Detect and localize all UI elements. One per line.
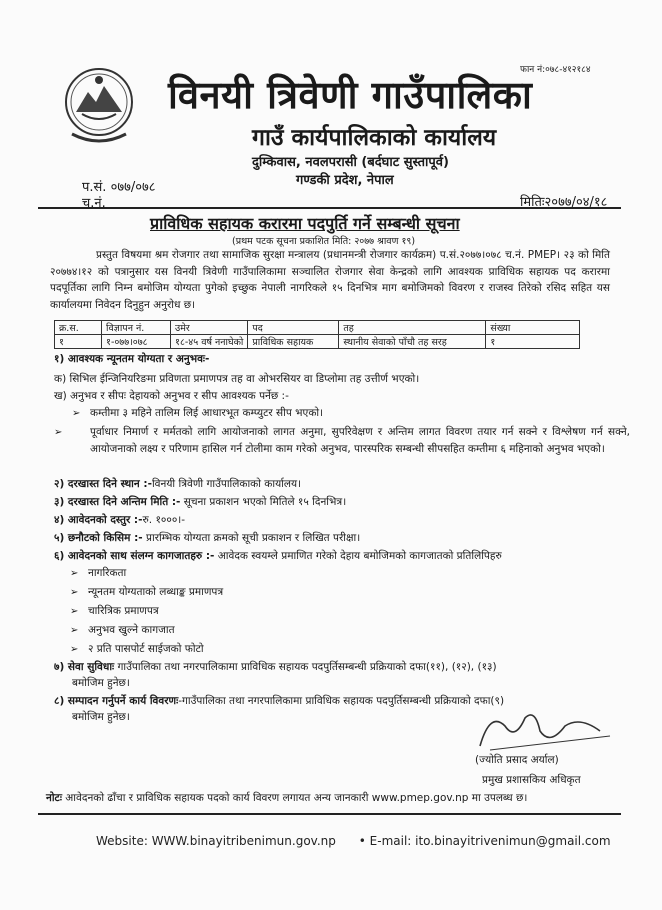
list-item: ➢ पूर्वाधार निमार्ण र मर्मतको लागि आयोजनाको लागत अनुमा, सुपरिवेक्षण र अन्तिम लागत विवरण तयार गर्न सक्ने र विश्लेषण गर्न सक्ने, आयोजनाको लक्ष्य र परिणाम हासिल गर्न टोलीमा काम गरेको अनुभव, पारस्परिक सम्बन्धी सीपसहित कम्तीमा ६ महिनाको अनुभव भएको। xyxy=(54,426,630,455)
section-7-cont: बमोजिम हुनेछ। xyxy=(72,677,130,689)
table-header: पद xyxy=(248,321,339,335)
vacancy-table xyxy=(54,320,580,349)
table-header: क्र.स. xyxy=(55,321,102,335)
footnote: नोटः आवेदनको ढाँचा र प्राविधिक सहायक पदको कार्य विवरण लगायत अन्य जानकारी www.pmep.gov.np मा उपलब्ध छ। xyxy=(46,792,528,804)
pmep-link[interactable]: www.pmep.gov.np xyxy=(371,792,469,804)
section-1-b: ख) अनुभव र सीपः देहायको अनुभव र सीप आवश्यक पर्नेछ :- xyxy=(54,390,289,402)
section-7: ७) सेवा सुविधाः गाउँपालिका तथा नगरपालिकामा प्राविधिक सहायक पदपुर्तिसम्बन्धी प्रक्रियाको दफा(११), (१२), (१३) xyxy=(54,661,497,673)
section-1-title: १) आवश्यक न्यूनतम योग्यता र अनुभवः- xyxy=(54,353,210,365)
table-cell: स्थानीय सेवाको पाँचौ तह सरह xyxy=(339,335,486,349)
table-header: तह xyxy=(339,321,486,335)
header-divider xyxy=(38,207,621,209)
phone-number: फान नं:०७८-४१२१८४ xyxy=(520,65,591,75)
table-header: विज्ञापन नं. xyxy=(102,321,171,335)
footer-contact xyxy=(96,834,611,848)
list-item: ➢ कम्तीमा ३ महिने तालिम लिई आधारभूत कम्प्युटर सीप भएको। xyxy=(72,407,324,419)
table-header: उमेर xyxy=(171,321,248,335)
list-item: ➢ २ प्रति पासपोर्ट साईजको फोटो xyxy=(70,643,204,655)
arrow-bullet-icon: ➢ xyxy=(54,427,63,438)
table-header: संख्या xyxy=(486,321,580,335)
table-cell: प्राविधिक सहायक xyxy=(248,335,339,349)
arrow-bullet-icon: ➢ xyxy=(70,606,79,617)
table-header-row xyxy=(55,321,580,335)
section-8-cont: बमोजिम हुनेछ। xyxy=(72,711,130,723)
section-2: २) दरखास्त दिने स्थान :-विनयी त्रिवेणी गाउँपालिकाको कार्यालय। xyxy=(54,478,302,490)
signatory-name: (ज्योति प्रसाद अर्याल) xyxy=(475,754,559,766)
table-cell: १८-४५ वर्ष ननाघेको xyxy=(171,335,248,349)
table-cell: १ xyxy=(55,335,102,349)
list-item: ➢ चारित्रिक प्रमाणपत्र xyxy=(70,605,159,617)
list-item: ➢ न्यूनतम योग्यताको लब्धाङ्क प्रमाणपत्र xyxy=(70,586,224,598)
address-line-1: दुम्किवास, नवलपरासी (बर्दघाट सुस्तापूर्व) xyxy=(252,155,449,170)
notice-intro: प्रस्तुत विषयमा श्रम रोजगार तथा सामाजिक सुरक्षा मन्त्रालय (प्रधानमन्त्री रोजगार कार्यक्रम) प.सं.२०७७।०७८ च.नं. PMEP। २३ को मिति २०७७४।१२ को पत्रानुसार यस विनयी त्रिवेणी गाउँपालिकामा सञ्चालित रोजगार सेवा केन्द्रको लागि आवश्यक प्राविधिक सहायक पद करारमा पदपूर्तिका लागि निम्न बमोजिम योग्यता पुगेको इच्छुक नेपाली नागरिकले १५ दिनभित्र माग बमोजिमको विवरण र राजस्व तिरेको रसिद सहित यस कार्यालयमा निवेदन दिनुहुन अनुरोध छ। xyxy=(50,249,610,311)
section-4: ४) आवेदनको दस्तुर :-रु. १०००।- xyxy=(54,514,186,526)
arrow-bullet-icon: ➢ xyxy=(70,568,79,579)
arrow-bullet-icon: ➢ xyxy=(72,408,81,419)
section-5: ५) छनौटको किसिम :- प्रारम्भिक योग्यता क्रमको सूची प्रकाशन र लिखित परीक्षा। xyxy=(54,532,361,544)
list-item: ➢ नागरिकता xyxy=(70,567,127,579)
address-line-2: गण्डकी प्रदेश, नेपाल xyxy=(296,173,394,188)
notice-date: मितिः२०७७/०४/१८ xyxy=(520,195,608,210)
table-cell: १-०७७।०७८ xyxy=(102,335,171,349)
notice-subheading: (प्रथम पटक सूचना प्रकाशित मिति: २०७७ श्रावण १९) xyxy=(232,236,416,247)
signatory-post: प्रमुख प्रशासकिय अधिकृत xyxy=(482,774,581,786)
section-1-a: क) सिभिल ईन्जिनियरिङमा प्रविणता प्रमाणपत्र तह वा ओभरसियर वा डिप्लोमा तह उत्तीर्ण भएको। xyxy=(54,373,420,385)
office-name: गाउँ कार्यपालिकाको कार्यालय xyxy=(252,125,497,151)
dispatch-number: च.नं. xyxy=(82,196,106,211)
footer-email: • E-mail: ito.binayitrivenimun@gmail.com xyxy=(358,834,611,848)
municipality-title: विनयी त्रिवेणी गाउँपालिका xyxy=(168,73,533,117)
table-cell: १ xyxy=(486,335,580,349)
notice-heading: प्राविधिक सहायक करारमा पदपुर्ति गर्ने सम्बन्धी सूचना xyxy=(150,214,460,233)
arrow-bullet-icon: ➢ xyxy=(70,644,79,655)
list-item: ➢ अनुभव खुल्ने कागजात xyxy=(70,624,175,636)
section-6: ६) आवेदनको साथ संलग्न कागजातहरु :- आवेदक स्वयम्ले प्रमाणित गरेको देहाय बमोजिमको कागजातको प्रतिलिपिहरु xyxy=(54,550,502,562)
section-8: ८) सम्पादन गर्नुपर्ने कार्य विवरणः-गाउँपालिका तथा नगरपालिकामा प्राविधिक सहायक पदपुर्तिसम्बन्धी प्रक्रियाको दफा(९) xyxy=(54,695,505,707)
signature-icon xyxy=(470,706,620,756)
arrow-bullet-icon: ➢ xyxy=(70,587,79,598)
section-3: ३) दरखास्त दिने अन्तिम मिति :- सूचना प्रकाशन भएको मितिले १५ दिनभित्र। xyxy=(54,496,347,508)
footer-website: Website: WWW.binayitribenimun.gov.np xyxy=(96,834,336,848)
nepal-emblem-icon xyxy=(62,62,136,154)
footer-divider xyxy=(38,813,621,815)
reference-number: प.सं. ०७७/०७८ xyxy=(82,180,156,195)
arrow-bullet-icon: ➢ xyxy=(70,625,79,636)
table-row xyxy=(55,335,580,349)
